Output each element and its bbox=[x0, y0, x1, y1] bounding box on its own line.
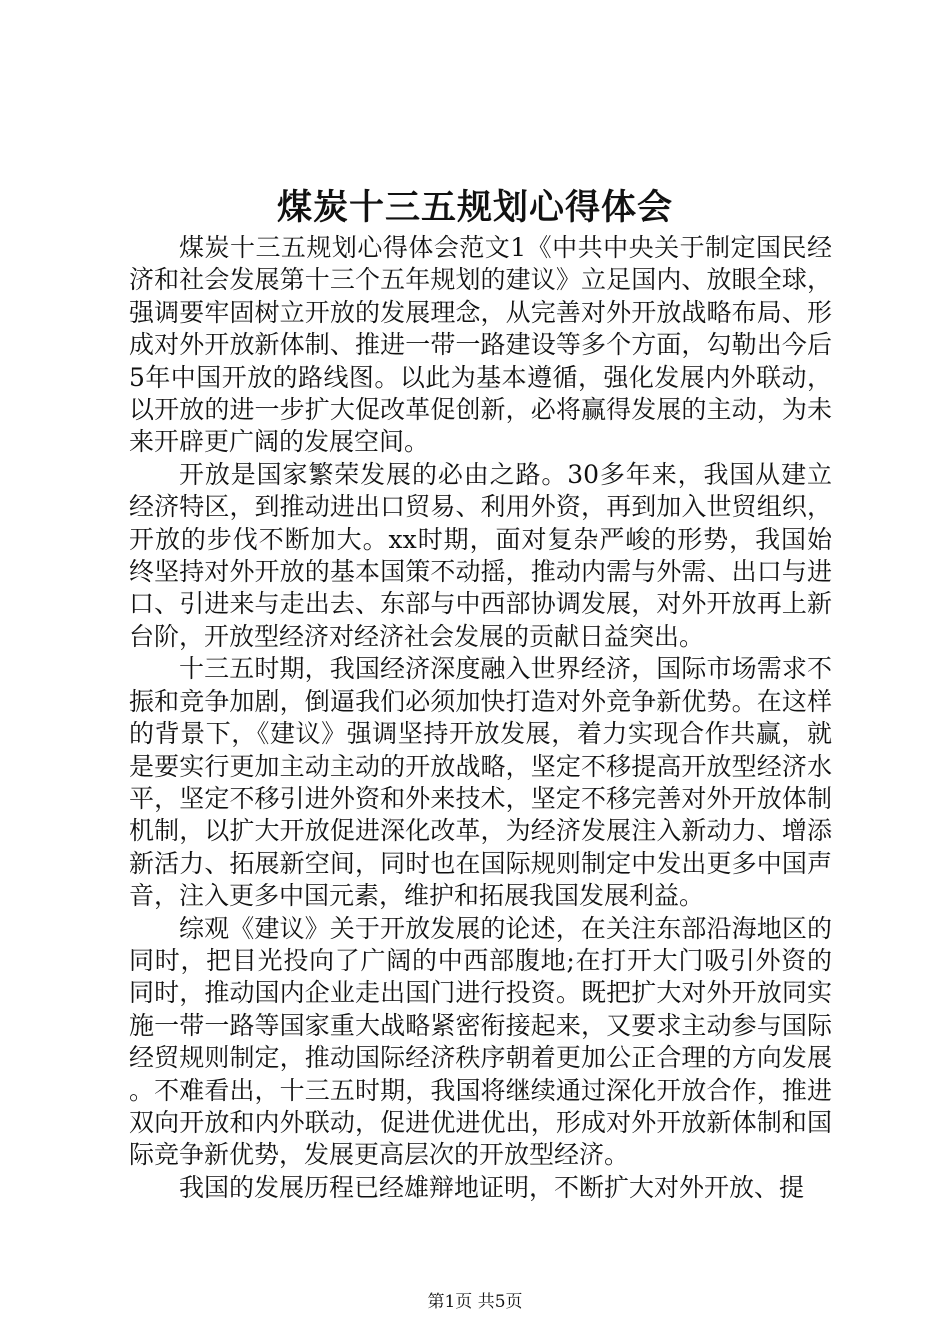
paragraph-3: 十三五时期，我国经济深度融入世界经济，国际市场需求不振和竞争加剧，倒逼我们必须加快打造对外竞争新优势。在这样的背景下，《建议》强调坚持开放发展，着力实现合作共赢，就是要实行更加主动主动的开放战略，坚定不移提高开放型经济水平，坚定不移引进外资和外来技术，坚定不移完善对外开放体制机制，以扩大开放促进深化改革，为经济发展注入新动力、增添新活力、拓展新空间，同时也在国际规则制定中发出更多中国声音，注入更多中国元素，维护和拓展我国发展利益。 bbox=[129, 654, 832, 911]
document-title: 煤炭十三五规划心得体会 bbox=[276, 187, 673, 228]
paragraph-4: 综观《建议》关于开放发展的论述，在关注东部沿海地区的同时，把目光投向了广阔的中西部腹地;在打开大门吸引外资的同时，推动国内企业走出国门进行投资。既把扩大对外开放同实施一带一路等国家重大战略紧密衔接起来，又要求主动参与国际经贸规则制定，推动国际经济秩序朝着更加公正合理的方向发展。不难看出，十三五时期，我国将继续通过深化开放合作，推进双向开放和内外联动，促进优进优出，形成对外开放新体制和国际竞争新优势，发展更高层次的开放型经济。 bbox=[129, 913, 832, 1170]
paragraph-2: 开放是国家繁荣发展的必由之路。30多年来，我国从建立经济特区，到推动进出口贸易、利用外资，再到加入世贸组织，开放的步伐不断加大。xx时期，面对复杂严峻的形势，我国始终坚持对外开放的基本国策不动摇，推动内需与外需、出口与进口、引进来与走出去、东部与中西部协调发展，对外开放再上新台阶，开放型经济对经济社会发展的贡献日益突出。 bbox=[129, 459, 832, 651]
paragraph-1: 煤炭十三五规划心得体会范文1《中共中央关于制定国民经济和社会发展第十三个五年规划的建议》立足国内、放眼全球，强调要牢固树立开放的发展理念，从完善对外开放战略布局、形成对外开放新体制、推进一带一路建设等多个方面，勾勒出今后5年中国开放的路线图。以此为基本遵循，强化发展内外联动，以开放的进一步扩大促改革促创新，必将赢得发展的主动，为未来开辟更广阔的发展空间。 bbox=[129, 233, 832, 457]
paragraph-5: 我国的发展历程已经雄辩地证明，不断扩大对外开放、提 bbox=[179, 1172, 805, 1202]
page-footer: 第1页 共5页 bbox=[427, 1292, 523, 1312]
document-body bbox=[129, 232, 832, 1204]
